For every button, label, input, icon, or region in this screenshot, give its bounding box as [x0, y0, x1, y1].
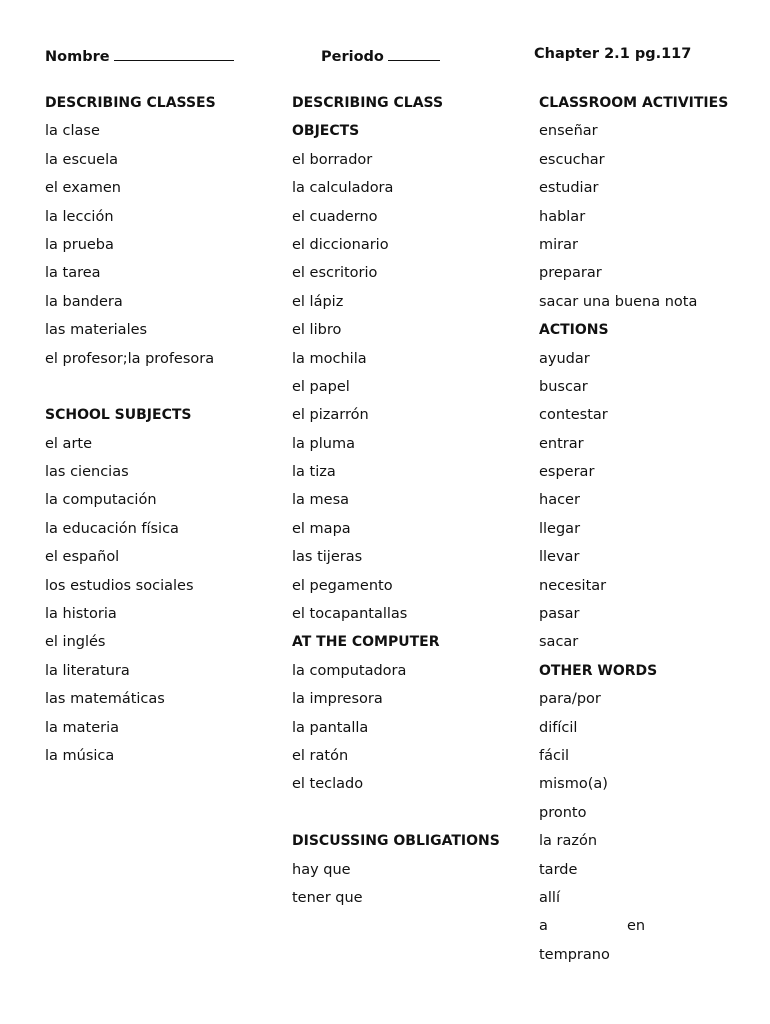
- periodo-blank-line[interactable]: [388, 46, 440, 61]
- vocab-item: mismo(a): [539, 776, 608, 793]
- section-heading: CLASSROOM ACTIVITIES: [539, 95, 729, 111]
- vocab-word: a: [539, 918, 548, 935]
- vocab-item: tener que: [292, 889, 363, 906]
- vocab-item: temprano: [539, 946, 610, 963]
- vocab-item: hay que: [292, 861, 351, 878]
- column-1: [45, 93, 216, 774]
- vocab-item: el pegamento: [292, 577, 393, 594]
- vocab-item: ayudar: [539, 350, 590, 367]
- section-heading: OBJECTS: [292, 123, 360, 140]
- vocab-item: las tijeras: [292, 549, 363, 566]
- vocab-item: el arte: [45, 435, 93, 452]
- vocab-item: estudiar: [539, 180, 599, 197]
- vocab-item: la computación: [45, 492, 157, 509]
- vocab-item: para/por: [539, 691, 601, 708]
- vocab-item: la pluma: [292, 435, 355, 452]
- column-2: [292, 93, 500, 916]
- section-heading: DISCUSSING OBLIGATIONS: [292, 833, 500, 850]
- vocab-item: el tocapantallas: [292, 606, 408, 623]
- vocab-item: las matemáticas: [45, 691, 165, 708]
- section-heading: ACTIONS: [539, 322, 609, 339]
- vocab-item: la tarea: [45, 265, 101, 282]
- vocab-item: el examen: [45, 180, 121, 197]
- nombre-blank-line[interactable]: [114, 46, 234, 61]
- vocab-item: la tiza: [292, 464, 336, 481]
- vocab-item: el papel: [292, 378, 350, 395]
- section-heading: SCHOOL SUBJECTS: [45, 407, 192, 424]
- vocab-item: hacer: [539, 492, 580, 509]
- vocab-item: el pizarrón: [292, 407, 369, 424]
- vocab-item: llevar: [539, 549, 580, 566]
- vocab-item: la materia: [45, 719, 120, 736]
- vocab-item: esperar: [539, 464, 595, 481]
- vocab-item: pasar: [539, 606, 580, 623]
- vocab-item: las ciencias: [45, 464, 129, 481]
- vocab-item: el teclado: [292, 776, 364, 793]
- section-heading: AT THE COMPUTER: [292, 634, 440, 651]
- column-3: [539, 93, 728, 973]
- vocab-item: la impresora: [292, 691, 383, 708]
- vocab-item: preparar: [539, 265, 602, 282]
- vocab-item: tarde: [539, 861, 578, 878]
- vocab-item: buscar: [539, 378, 588, 395]
- vocab-item: la calculadora: [292, 180, 394, 197]
- vocab-item: allí: [539, 889, 560, 906]
- vocab-item: las materiales: [45, 322, 148, 339]
- vocab-item: el profesor;la profesora: [45, 350, 215, 367]
- nombre-field: [45, 46, 234, 65]
- vocab-item: la computadora: [292, 662, 407, 679]
- vocab-item: la mesa: [292, 492, 350, 509]
- vocab-item: la escuela: [45, 151, 118, 168]
- vocab-item: sacar: [539, 634, 579, 651]
- section-heading: DESCRIBING CLASS: [292, 95, 444, 111]
- vocab-item: el español: [45, 549, 120, 566]
- vocab-item: la lección: [45, 208, 114, 225]
- spacer: [45, 377, 216, 405]
- vocab-item: la bandera: [45, 293, 123, 310]
- periodo-label: Periodo: [321, 49, 384, 65]
- vocab-item: escuchar: [539, 151, 605, 168]
- vocab-item: la mochila: [292, 350, 367, 367]
- vocab-item: el libro: [292, 322, 342, 339]
- vocab-item: contestar: [539, 407, 608, 424]
- vocab-item: la prueba: [45, 236, 114, 253]
- vocab-item: el inglés: [45, 634, 106, 651]
- section-heading: OTHER WORDS: [539, 662, 658, 679]
- vocab-item: el mapa: [292, 520, 351, 537]
- vocab-item: fácil: [539, 747, 570, 764]
- vocab-item: el lápiz: [292, 293, 344, 310]
- vocab-item: el escritorio: [292, 265, 378, 282]
- vocab-item: la razón: [539, 833, 598, 850]
- vocab-item: hablar: [539, 208, 586, 225]
- vocab-item: el ratón: [292, 747, 349, 764]
- vocab-item: los estudios sociales: [45, 577, 194, 594]
- vocab-item: la música: [45, 747, 115, 764]
- periodo-field: [321, 46, 440, 65]
- vocab-word: en: [627, 918, 646, 935]
- section-heading: DESCRIBING CLASSES: [45, 95, 216, 111]
- vocab-item: sacar una buena nota: [539, 293, 698, 310]
- vocab-item: el diccionario: [292, 236, 389, 253]
- chapter-label: Chapter 2.1 pg.117: [534, 46, 692, 62]
- vocab-item: mirar: [539, 236, 578, 253]
- spacer: [292, 803, 500, 831]
- nombre-label: Nombre: [45, 49, 110, 65]
- vocab-item: necesitar: [539, 577, 607, 594]
- vocab-item: la pantalla: [292, 719, 369, 736]
- vocab-item: enseñar: [539, 123, 598, 140]
- vocab-item: el borrador: [292, 151, 373, 168]
- vocab-item: [539, 916, 728, 944]
- vocab-item: la educación física: [45, 520, 179, 537]
- vocab-item: el cuaderno: [292, 208, 378, 225]
- vocab-item: la literatura: [45, 662, 130, 679]
- vocab-item: difícil: [539, 719, 578, 736]
- vocab-item: pronto: [539, 804, 587, 821]
- vocab-item: la clase: [45, 123, 100, 140]
- vocab-item: llegar: [539, 520, 581, 537]
- vocab-item: la historia: [45, 606, 117, 623]
- vocab-item: entrar: [539, 435, 584, 452]
